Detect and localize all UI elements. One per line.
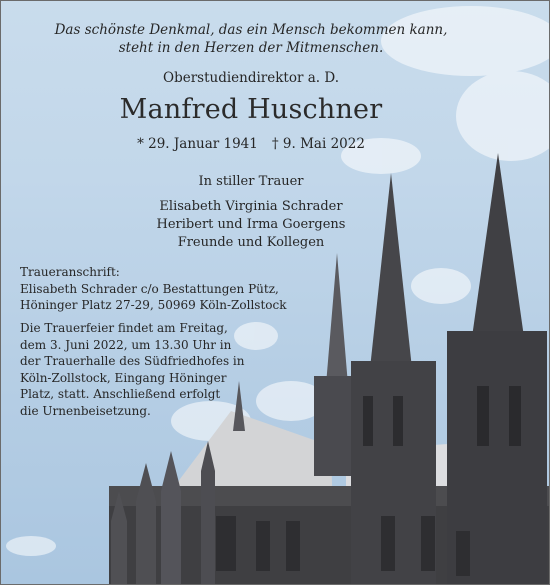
quote-line-1: Das schönste Denkmal, das ein Mensch bekommen kann, <box>54 22 448 38</box>
funeral-line: der Trauerhalle des Südfriedhofes in <box>20 354 245 368</box>
funeral-line: Köln-Zollstock, Eingang Höninger <box>20 370 227 385</box>
funeral-line: Platz, statt. Anschließend erfolgt <box>20 387 221 401</box>
life-dates <box>1 136 501 152</box>
funeral-line: dem 3. Juni 2022, um 13.30 Uhr in <box>20 337 232 352</box>
funeral-line: Die Trauerfeier findet am Freitag, <box>20 321 228 335</box>
quote-line-2: steht in den Herzen der Mitmenschen. <box>118 40 384 56</box>
address-label: Traueranschrift: <box>20 265 120 279</box>
mourner-item: Freunde und Kollegen <box>177 235 325 250</box>
deceased-title: Oberstudiendirektor a. D. <box>163 70 339 86</box>
funeral-line: die Urnenbeisetzung. <box>20 403 151 418</box>
address-block <box>20 264 286 314</box>
death-date: † 9. Mai 2022 <box>271 136 365 152</box>
mourners-list <box>1 198 501 252</box>
birth-date: * 29. Januar 1941 <box>137 136 258 152</box>
mourner-item: Heribert und Irma Goergens <box>156 217 346 232</box>
address-line-2: Höninger Platz 27-29, 50969 Köln-Zollstock <box>20 298 287 312</box>
funeral-info <box>20 320 245 419</box>
mourner-item: Elisabeth Virginia Schrader <box>159 199 343 214</box>
deceased-name: Manfred Huschner <box>119 94 383 125</box>
address-line-1: Elisabeth Schrader c/o Bestattungen Pütz, <box>20 281 279 296</box>
mourning-label: In stiller Trauer <box>198 174 304 189</box>
